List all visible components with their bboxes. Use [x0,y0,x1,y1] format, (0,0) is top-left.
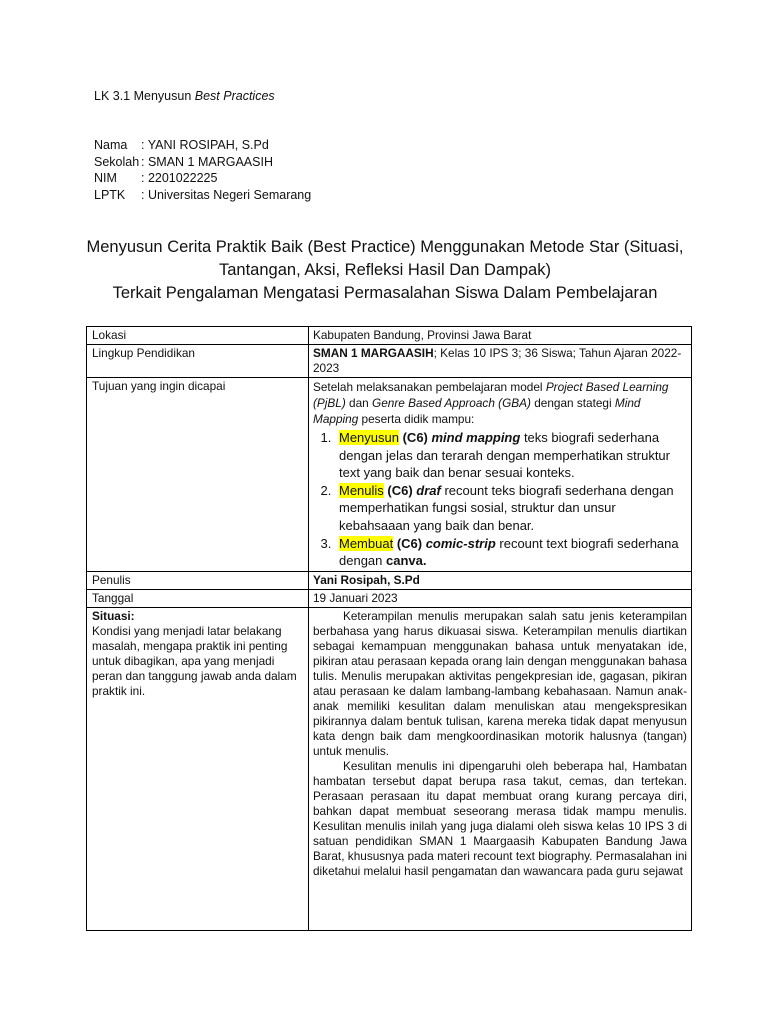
goal-list [313,429,687,570]
row-label: Penulis [87,571,309,589]
title-line: Menyusun Cerita Praktik Baik (Best Practice) Menggunakan Metode Star (Situasi, [86,238,684,256]
row-value [309,345,692,378]
identity-row [94,154,311,171]
goal-intro-italic: Project Based Learning (PjBL) [313,380,669,410]
goal-text: recount teks biografi sederhana dengan memperhatikan fungsi sosial, struktur dan unsur kebahsaaan yang baik dan benar. [339,482,674,533]
row-value [309,607,692,930]
goal-verb: Menulis [339,482,384,498]
title-line: Tantangan, Aksi, Refleksi Hasil Dan Dampak) [219,261,551,279]
row-label: Tanggal [87,589,309,607]
row-label [87,607,309,930]
goal-intro-text: Setelah melaksanakan pembelajaran model [313,380,546,394]
goal-text: teks biografi sederhana dengan jelas dan terarah dengan memperhatikan struktur text yang baik dan benar sesuai konteks. [339,430,670,481]
goal-intro-italic: Genre Based Approach (GBA) [372,396,531,410]
identity-row [94,170,311,187]
row-label: Lingkup Pendidikan [87,345,309,378]
goal-verb: Menyusun [339,430,399,445]
worksheet-heading-text: LK 3.1 Menyusun [94,89,195,103]
goal-level: (C6) [393,535,426,551]
title-line: Terkait Pengalaman Mengatasi Permasalahan Siswa Dalam Pembelajaran [112,284,658,302]
identity-block [94,137,311,203]
school-name: SMAN 1 MARGAASIH [313,346,434,360]
table-row [87,589,692,607]
goal-object: comic-strip [425,535,496,551]
paragraph: Keterampilan menulis merupakan salah satu jenis keterampilan berbahasa yang harus dikuasai siswa. Keterampilan menulis diartikan sebagai kemampuan menggunakan bahasa untuk menyatakan ide, pikiran atau perasaan kepada orang lain dengan menggunakan bahasa tulis. Menulis merupakan aktivitas pengekpresian ide, gagasan, pikiran atau perasaan ke dalam lambang-lambang kebahasaan. Namun anak-anak memiliki kesulitan dalam menuliskan atau mengekspresikan pikirannya dalam bentuk tulisan, karena mereka tidak dapat menyusun kata dengn baik dam mengkoordinasikan motorik halusnya (tangan) untuk menulis. [313,608,687,758]
table-row [87,571,692,589]
goal-object: draf [416,482,441,498]
table-row [87,327,692,345]
goal-text: recount text biografi sederhana dengan [339,535,679,569]
situation-title: Situasi: [92,608,135,623]
identity-key: Sekolah [94,154,140,169]
row-value [309,378,692,572]
identity-row [94,137,311,154]
identity-value: : SMAN 1 MARGAASIH [141,154,273,169]
identity-value: : Universitas Negeri Semarang [141,187,312,202]
row-label: Tujuan yang ingin dicapai [87,378,309,572]
row-label: Lokasi [87,327,309,345]
list-item [335,482,687,535]
table-row [87,607,692,930]
goal-intro-text: dan [345,396,373,410]
goal-intro-text: dengan stategi [530,396,615,410]
list-item [335,429,687,482]
goal-level: (C6) [398,430,432,445]
identity-value: : YANI ROSIPAH, S.Pd [141,138,269,152]
best-practice-table [86,326,692,931]
list-item [335,535,687,570]
scope-detail: ; Kelas 10 IPS 3; 36 Siswa; Tahun Ajaran 2022-2023 [313,346,682,375]
table-row [87,345,692,378]
paragraph: Kesulitan menulis ini dipengaruhi oleh beberapa hal, Hambatan hambatan tersebut dapat berupa rasa takut, cemas, dan tertekan. Perasaan perasaan itu dapat membuat orang kurang percaya diri, bahkan dapat membuat seseorang merasa tidak mampu menulis. Kesulitan menulis inilah yang juga dialami oleh siswa kelas 10 IPS 3 di satuan pendidikan SMAN 1 Maargaasih Kabupaten Bandung Jawa Barat, khususnya pada materi recount text biography. Permasalahan ini diketahui melalui hasil pengamatan dan wawancara pada guru sejawat [313,758,687,878]
goal-object: mind mapping [431,430,521,445]
row-value: Yani Rosipah, S.Pd [309,571,692,589]
identity-value: : 2201022225 [141,171,218,185]
row-value: Kabupaten Bandung, Provinsi Jawa Barat [309,327,692,345]
goal-intro [313,379,687,427]
identity-key: NIM [94,171,117,185]
document-title [80,236,690,305]
goal-level: (C6) [383,482,417,498]
identity-key: LPTK [94,187,126,202]
situation-body [313,609,687,929]
goal-tool: canva. [386,553,427,569]
goal-intro-text: peserta didik mampu: [358,412,475,426]
goal-intro-italic: Mind Mapping [313,396,641,426]
situation-description: Kondisi yang menjadi latar belakang masalah, mengapa praktik ini penting untuk dibagikan, apa yang menjadi peran dan tanggung jawab anda dalam praktik ini. [92,623,297,698]
goal-verb: Membuat [339,535,394,551]
worksheet-heading-italic: Best Practices [194,89,275,103]
identity-row [94,187,311,204]
table-row [87,378,692,572]
row-value: 19 Januari 2023 [309,589,692,607]
worksheet-heading [94,89,275,103]
identity-key: Nama [94,138,128,152]
